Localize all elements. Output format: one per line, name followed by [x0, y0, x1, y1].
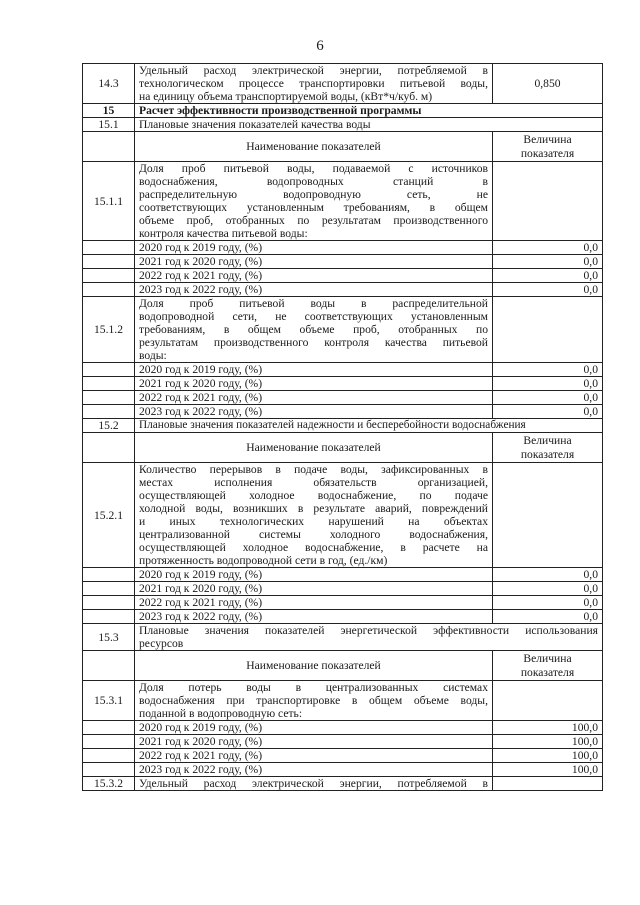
subsection-title: Плановые значения показателей надежности и бесперебойности водоснабжения — [135, 419, 603, 433]
header-value: Величина показателя — [493, 433, 603, 463]
year-row: 2022 год к 2021 году, (%) 0,0 — [83, 391, 603, 405]
year-row: 2023 год к 2022 году, (%) 0,0 — [83, 283, 603, 297]
row-value: 0,850 — [493, 64, 603, 104]
year-row: 2022 год к 2021 году, (%) 0,0 — [83, 269, 603, 283]
header-row — [83, 651, 603, 681]
row-text: Удельный расход электрической энергии, потребляемой в технологическом процессе транспортировки питьевой воды, на единицу объема транспортируемой воды, (кВт*ч/куб. м) — [135, 64, 493, 104]
year-row: 2020 год к 2019 году, (%) 0,0 — [83, 568, 603, 582]
header-value: Величина показателя — [493, 651, 603, 681]
row-text: Количество перерывов в подаче воды, зафиксированных в местах исполнения обязательств организацией, осуществляющей холодное водоснабжение, по подаче холодной воды, возникших в результате аварий, повреждений и иных технологических нарушений на объектах централизованной системы холодного водоснабжения, осуществляющей холодное водоснабжение, в расчете на протяженность водопроводной сети в год, (ед./км) — [135, 463, 493, 568]
row-14-3 — [83, 64, 603, 104]
section-15 — [83, 104, 603, 118]
subsection-number: 15.3 — [83, 624, 135, 651]
year-row: 2021 год к 2020 году, (%) 100,0 — [83, 735, 603, 749]
row-number: 14.3 — [83, 64, 135, 104]
year-row: 2021 год к 2020 году, (%) 0,0 — [83, 377, 603, 391]
page-number: 6 — [316, 38, 324, 54]
section-title: Расчет эффективности производственной программы — [135, 104, 603, 118]
row-15-1-1 — [83, 162, 603, 241]
subsection-15-3 — [83, 624, 603, 651]
header-value: Величина показателя — [493, 132, 603, 162]
year-row: 2020 год к 2019 году, (%) 100,0 — [83, 721, 603, 735]
header-name: Наименование показателей — [135, 433, 493, 463]
year-row: 2023 год к 2022 году, (%) 0,0 — [83, 405, 603, 419]
header-row — [83, 132, 603, 162]
row-number: 15.1.1 — [83, 162, 135, 241]
section-number: 15 — [83, 104, 135, 118]
program-table — [82, 63, 603, 791]
row-15-1-2 — [83, 297, 603, 363]
row-text: Доля проб питьевой воды в распределительной водопроводной сети, не соответствующих установленным требованиям, в общем объеме проб, отобранных по результатам производственного контроля качества питьевой воды: — [135, 297, 493, 363]
subsection-title: Плановые значения показателей энергетической эффективности использования ресурсов — [135, 624, 603, 651]
year-row: 2020 год к 2019 году, (%) 0,0 — [83, 363, 603, 377]
year-row: 2021 год к 2020 году, (%) 0,0 — [83, 255, 603, 269]
row-text: Доля потерь воды в централизованных системах водоснабжения при транспортировке в общем объеме воды, поданной в водопроводную сеть: — [135, 681, 493, 721]
row-number: 15.2.1 — [83, 463, 135, 568]
row-number: 15.3.2 — [83, 777, 135, 791]
row-number: 15.1.2 — [83, 297, 135, 363]
header-name: Наименование показателей — [135, 132, 493, 162]
row-15-3-1 — [83, 681, 603, 721]
header-name: Наименование показателей — [135, 651, 493, 681]
row-text: Доля проб питьевой воды, подаваемой с источников водоснабжения, водопроводных станций в распределительную водопроводную сеть, не соответствующих установленным требованиям, в общем объеме проб, отобранных по результатам производственного контроля качества питьевой воды: — [135, 162, 493, 241]
subsection-title: Плановые значения показателей качества воды — [135, 118, 603, 132]
row-15-3-2 — [83, 777, 603, 791]
year-row: 2023 год к 2022 году, (%) 0,0 — [83, 610, 603, 624]
header-row — [83, 433, 603, 463]
year-row: 2021 год к 2020 году, (%) 0,0 — [83, 582, 603, 596]
row-15-2-1 — [83, 463, 603, 568]
subsection-15-1 — [83, 118, 603, 132]
year-row: 2020 год к 2019 году, (%) 0,0 — [83, 241, 603, 255]
subsection-number: 15.1 — [83, 118, 135, 132]
subsection-15-2 — [83, 419, 603, 433]
row-number: 15.3.1 — [83, 681, 135, 721]
year-row: 2023 год к 2022 году, (%) 100,0 — [83, 763, 603, 777]
subsection-number: 15.2 — [83, 419, 135, 433]
year-row: 2022 год к 2021 году, (%) 100,0 — [83, 749, 603, 763]
row-text: Удельный расход электрической энергии, потребляемой в — [135, 777, 493, 791]
year-row: 2022 год к 2021 году, (%) 0,0 — [83, 596, 603, 610]
